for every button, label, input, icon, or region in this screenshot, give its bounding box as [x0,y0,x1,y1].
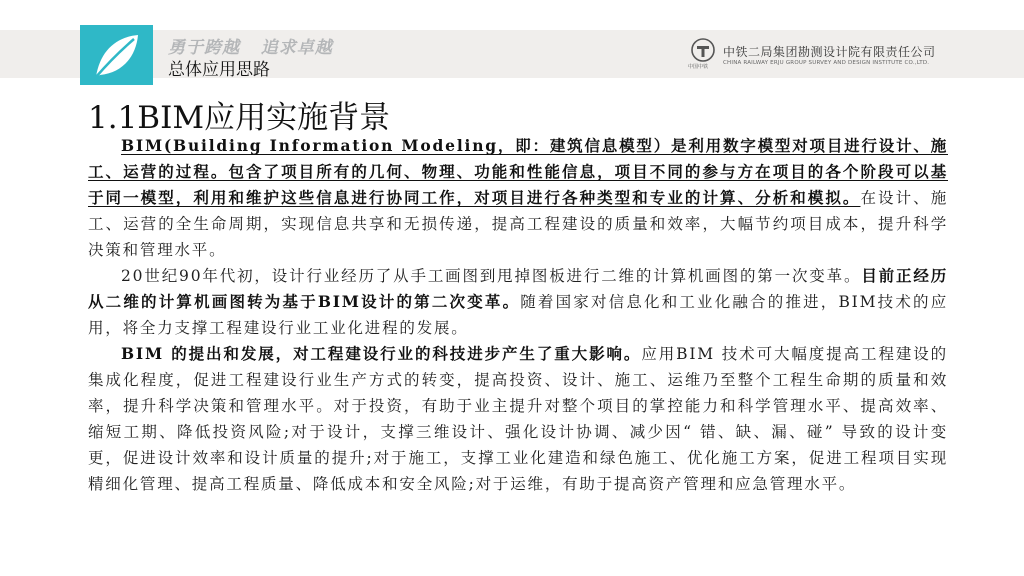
leaf-icon [90,31,142,81]
company-emblem-icon [689,37,717,65]
industry-change-emphasis: 目前正经历从二维的计算机画图转为基于BIM设计的第二次变革。 [88,266,948,311]
bim-definition-detail: 在设计、施工、运营的全生命周期，实现信息共享和无损传递，提高工程建设的质量和效率，大幅节约项目成本，提升科学决策和管理水平。 [88,189,948,259]
slogan: 勇于跨越 追求卓越 [168,38,333,58]
body-text [88,133,948,497]
page-title: 1.1BIM应用实施背景 [88,100,391,136]
bim-definition-emphasis: BIM(Building Information Modeling，即：建筑信息模型）是利用数字模型对项目进行设计、施工、运营的过程。包含了项目所有的几何、物理、功能和性能信息，项目不同的参与方在项目的各个阶段可以基于同一模型，利用和维护这些信息进行协同工作，对项目进行各种类型和专业的计算、分析和模拟。 [88,136,948,207]
paragraph-bim-definition [88,133,948,263]
bim-impact-detail: 应用BIM 技术可大幅度提高工程建设的集成化程度，促进工程建设行业生产方式的转变，提高投资、设计、施工、运维乃至整个工程生命期的质量和效率，提升科学决策和管理水平。对于投资，有助于业主提升对整个项目的掌控能力和科学管理水平、提高效率、缩短工期、降低投资风险;对于设计，支撑三维设计、强化设计协调、减少因“ 错、缺、漏、碰” 导致的设计变更，促进设计效率和设计质量的提升;对于施工，支撑工业化建造和绿色施工、优化施工方案，促进工程项目实现精细化管理、提高工程质量、降低成本和安全风险;对于运维，有助于提高资产管理和应急管理水平。 [88,345,948,493]
industry-change-lead: 20世纪90年代初，设计行业经历了从手工画图到甩掉图板进行二维的计算机画图的第一次变革。 [121,267,862,285]
section-title: 总体应用思路 [168,60,270,80]
paragraph-industry-change [88,263,948,341]
company-name-en: CHINA RAILWAY ERJU GROUP SURVEY AND DESIGN INSTITUTE CO.,LTD. [723,60,930,66]
bim-impact-emphasis: BIM 的提出和发展，对工程建设行业的科技进步产生了重大影响。 [121,344,642,363]
company-name-zh: 中铁二局集团勘测设计院有限责任公司 [723,45,936,59]
industry-change-detail: 随着国家对信息化和工业化融合的推进，BIM技术的应用，将全力支撑工程建设行业工业化进程的发展。 [88,293,948,337]
logo-tile [80,25,153,85]
paragraph-bim-impact [88,341,948,497]
emblem-caption: 中国中铁 [688,64,709,70]
